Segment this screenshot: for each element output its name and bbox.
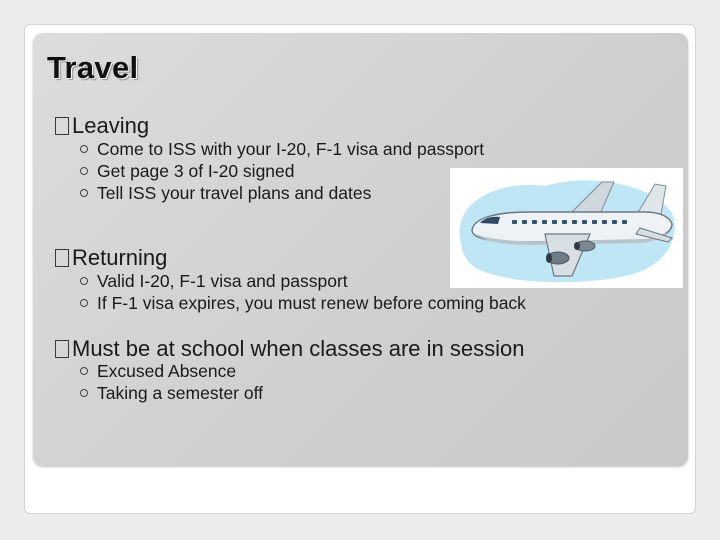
list-item: Come to ISS with your I-20, F-1 visa and passport [78,138,484,160]
list-item: Taking a semester off [78,382,263,404]
circle-bullet-icon [80,167,88,175]
circle-bullet-icon [80,145,88,153]
square-bullet-icon [55,340,69,358]
must-be-at-school-sub-list [78,360,263,404]
circle-bullet-icon [80,367,88,375]
bullet-leaving [55,113,149,139]
bullet-heading: Must be at school when classes are in session [72,336,525,361]
bullet-returning [55,245,167,271]
circle-bullet-icon [80,389,88,397]
list-item: Tell ISS your travel plans and dates [78,182,484,204]
bullet-must-be-at-school [55,336,524,362]
airplane-icon [450,168,683,288]
square-bullet-icon [55,249,69,267]
square-bullet-icon [55,117,69,135]
slide-title: Travel [47,50,139,85]
list-item: Get page 3 of I-20 signed [78,160,484,182]
bullet-heading: Leaving [72,113,150,138]
list-item: Excused Absence [78,360,263,382]
list-item: If F-1 visa expires, you must renew before coming back [78,292,526,314]
circle-bullet-icon [80,277,88,285]
airplane-illustration [450,168,683,288]
list-item: Valid I-20, F-1 visa and passport [78,270,526,292]
circle-bullet-icon [80,189,88,197]
circle-bullet-icon [80,299,88,307]
bullet-heading: Returning [72,245,168,270]
leaving-sub-list [78,138,484,204]
